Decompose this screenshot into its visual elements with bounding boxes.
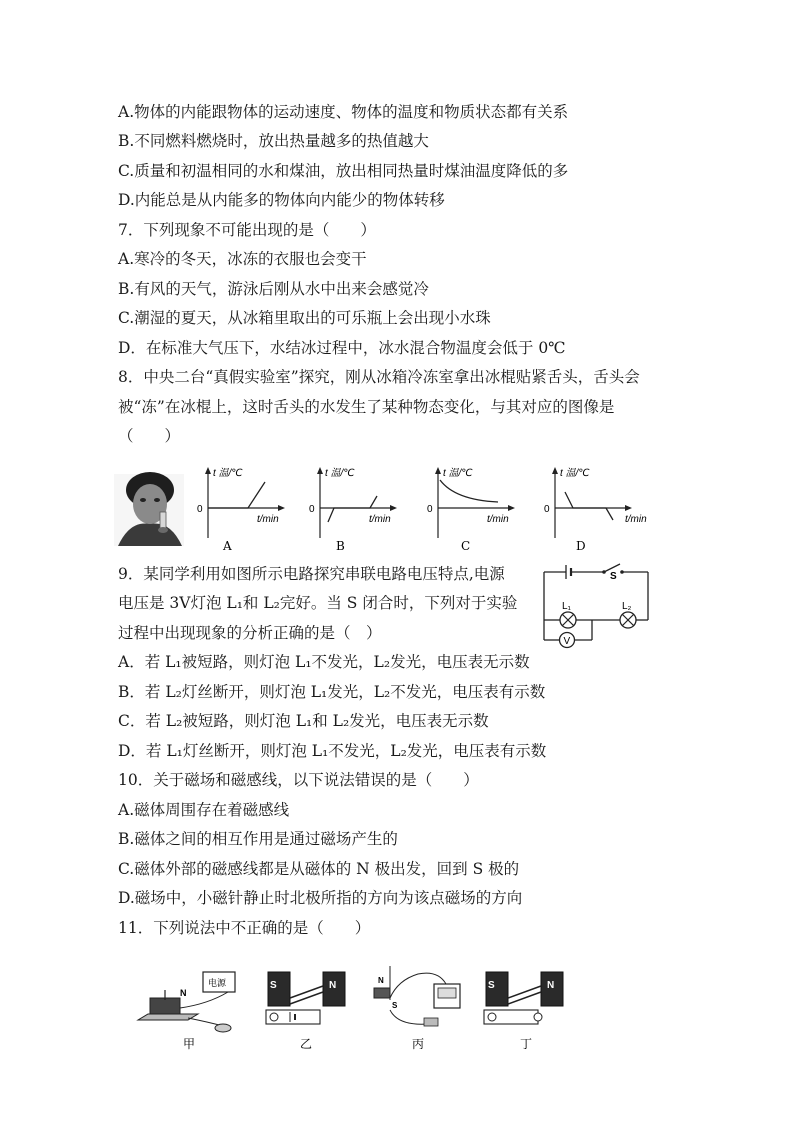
lamp-l1-label: L₁: [562, 601, 571, 612]
q6-option-d: D.内能总是从内能多的物体向内能少的物体转移: [118, 191, 445, 209]
bing-n-pole: N: [378, 976, 384, 985]
graph-d-xlabel: t/min: [625, 514, 647, 525]
q8-figure: [110, 462, 670, 554]
graph-d: [544, 467, 647, 553]
power-supply-label: 电源: [208, 978, 227, 988]
ding-s-pole: S: [488, 980, 495, 991]
q8-stem-line1: 8．中央二台“真假实验室”探究，刚从冰箱冷冻室拿出冰棍贴紧舌头，舌头会: [118, 368, 640, 386]
bing-s-pole: S: [392, 1001, 398, 1010]
figure-ding-label: 丁: [520, 1037, 533, 1051]
graph-d-ylabel: t 温/℃: [560, 468, 590, 479]
q10-stem: 10．关于磁场和磁感线，以下说法错误的是（ ）: [118, 771, 479, 789]
ding-n-pole: N: [547, 980, 555, 991]
graph-d-label: D: [576, 539, 586, 553]
q6-option-c: C.质量和初温相同的水和煤油，放出相同热量时煤油温度降低的多: [118, 162, 569, 180]
q8-stem-line2: 被“冻”在冰棍上，这时舌头的水发生了某种物态变化，与其对应的图像是: [118, 398, 615, 416]
q9-stem-line2: 电压是 3V灯泡 L₁和 L₂完好。当 S 闭合时，下列对于实验: [118, 594, 518, 612]
graph-a-xlabel: t/min: [257, 514, 279, 525]
graph-c-xlabel: t/min: [487, 514, 509, 525]
q7-option-a: A.寒冷的冬天，冰冻的衣服也会变干: [118, 250, 367, 268]
figure-yi: [266, 972, 345, 1051]
graph-a-ylabel: t 温/℃: [213, 468, 243, 479]
q10-option-c: C.磁体外部的磁感线都是从磁体的 N 极出发，回到 S 极的: [118, 860, 520, 878]
voltmeter-label: V: [563, 636, 571, 647]
q6-option-a: A.物体的内能跟物体的运动速度、物体的温度和物质状态都有关系: [118, 103, 569, 121]
q11-figures: [128, 960, 588, 1052]
figure-jia: [138, 972, 235, 1051]
q9-option-c: C．若 L₂被短路，则灯泡 L₁和 L₂发光，电压表无示数: [118, 712, 489, 730]
figure-bing: [374, 966, 460, 1051]
jia-n-pole: N: [180, 988, 187, 998]
graph-c-ylabel: t 温/℃: [443, 468, 473, 479]
graph-c-origin: 0: [427, 504, 433, 515]
graph-b: [309, 467, 397, 553]
q8-stem-line3: （ ）: [118, 427, 181, 445]
lamp-l2-label: L₂: [622, 601, 632, 612]
lamp-l2-icon: [620, 612, 636, 628]
graph-b-ylabel: t 温/℃: [325, 468, 355, 479]
graph-b-label: B: [336, 539, 345, 553]
figure-yi-label: 乙: [300, 1037, 313, 1051]
graph-b-origin: 0: [309, 504, 315, 515]
q7-stem: 7．下列现象不可能出现的是（ ）: [118, 221, 376, 239]
q9-stem-line1: 9．某同学利用如图所示电路探究串联电路电压特点,电源: [118, 565, 505, 583]
graph-a-label: A: [223, 539, 232, 553]
q6-option-b: B.不同燃料燃烧时，放出热量越多的热值越大: [118, 132, 429, 150]
figure-jia-label: 甲: [183, 1037, 196, 1051]
q7-option-b: B.有风的天气，游泳后刚从水中出来会感觉冷: [118, 280, 429, 298]
yi-s-pole: S: [270, 980, 277, 991]
graph-d-origin: 0: [544, 504, 550, 515]
lamp-l1-icon: [560, 612, 576, 628]
graph-b-xlabel: t/min: [369, 514, 391, 525]
graph-a: [197, 467, 285, 553]
graph-a-origin: 0: [197, 504, 203, 515]
q9-stem-line3: 过程中出现现象的分析正确的是（ ）: [118, 624, 382, 642]
q9-option-d: D．若 L₁灯丝断开，则灯泡 L₁不发光，L₂发光，电压表有示数: [118, 742, 547, 760]
q10-option-d: D.磁场中，小磁针静止时北极所指的方向为该点磁场的方向: [118, 889, 523, 907]
yi-n-pole: N: [329, 980, 337, 991]
figure-bing-label: 丙: [412, 1037, 425, 1051]
q7-option-c: C.潮湿的夏天，从冰箱里取出的可乐瓶上会出现小水珠: [118, 309, 491, 327]
q9-option-b: B．若 L₂灯丝断开，则灯泡 L₁发光，L₂不发光，电压表有示数: [118, 683, 546, 701]
q9-option-a: A．若 L₁被短路，则灯泡 L₁不发光，L₂发光，电压表无示数: [118, 653, 530, 671]
q10-option-a: A.磁体周围存在着磁感线: [118, 801, 290, 819]
q9-circuit-diagram: [538, 560, 654, 656]
figure-ding: [484, 972, 563, 1051]
q10-option-b: B.磁体之间的相互作用是通过磁场产生的: [118, 830, 398, 848]
graph-c-label: C: [461, 539, 471, 553]
q11-stem: 11．下列说法中不正确的是（ ）: [118, 919, 371, 937]
switch-label: S: [610, 571, 617, 582]
graph-c: [427, 467, 515, 553]
q7-option-d: D．在标准大气压下，水结冰过程中，冰水混合物温度会低于 0℃: [118, 339, 566, 357]
child-photo: [114, 472, 184, 546]
